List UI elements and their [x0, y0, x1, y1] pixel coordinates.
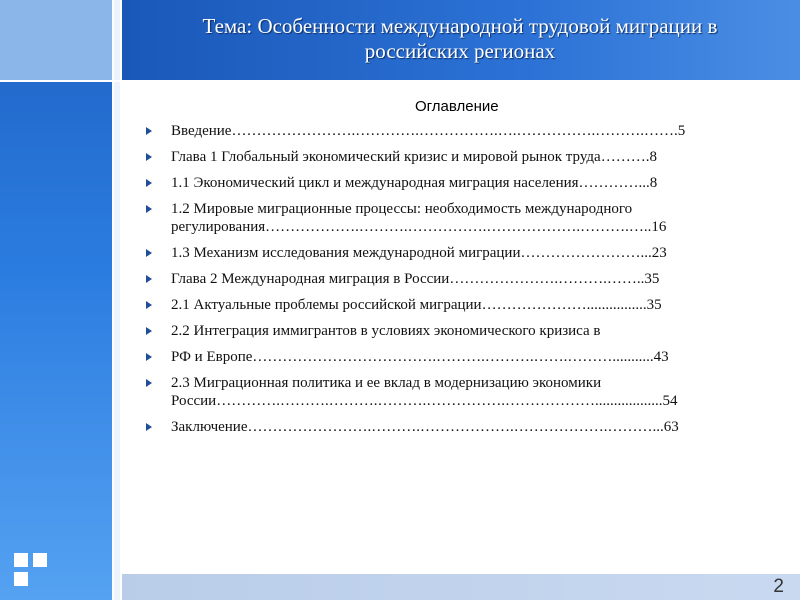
bullet-arrow-icon: [146, 423, 152, 431]
toc-item-text: 1.1 Экономический цикл и международная миграция населения…………...8: [171, 175, 658, 191]
slide-title: Тема: Особенности международной трудовой миграции в российских регионах: [202, 14, 718, 63]
left-decor-band: [0, 0, 112, 600]
toc-item: [144, 148, 784, 166]
toc-item-text: Заключение…………………….……….……………….……………….………...63: [171, 419, 679, 435]
toc-item-text: 2.3 Миграционная политика и ее вклад в модернизацию экономики России………….……….……….……….…………….………………..................54: [171, 375, 678, 409]
toc-item-text: 1.3 Механизм исследования международной миграции……………………...23: [171, 245, 667, 261]
bullet-arrow-icon: [146, 249, 152, 257]
toc-item: [144, 122, 784, 140]
bullet-arrow-icon: [146, 275, 152, 283]
decor-square: [33, 553, 47, 567]
decor-square: [14, 572, 28, 586]
left-decor-strip-inner: [114, 0, 120, 600]
toc-item-text: 2.2 Интеграция иммигрантов в условиях экономического кризиса в: [171, 323, 601, 339]
toc-item-text: РФ и Европе……………………………….……….……….…….………...........43: [171, 349, 669, 365]
bullet-arrow-icon: [146, 205, 152, 213]
bullet-arrow-icon: [146, 153, 152, 161]
toc-heading: Оглавление: [415, 98, 499, 115]
toc-item: [144, 296, 784, 314]
left-decor-light-block: [0, 0, 112, 80]
toc-item-text: 1.2 Мировые миграционные процессы: необходимость международного регулирования……………….……….…………….……………….……….…..16: [171, 201, 667, 235]
toc-item: [144, 374, 784, 410]
toc-item: [144, 244, 784, 262]
toc-item-text: Глава 1 Глобальный экономический кризис и мировой рынок труда……….8: [171, 149, 657, 165]
slide-number: 2: [773, 576, 784, 597]
bullet-arrow-icon: [146, 127, 152, 135]
toc-item-text: Глава 2 Международная миграция в России………………….……….……..35: [171, 271, 660, 287]
decor-square: [14, 553, 28, 567]
toc-item-text: Введение…………………….………….…………….….…………….……….…….5: [171, 123, 686, 139]
toc-item: [144, 200, 784, 236]
toc-item: [144, 418, 784, 436]
slide-footer-bar: [122, 574, 800, 600]
toc-item: [144, 322, 784, 340]
bullet-arrow-icon: [146, 179, 152, 187]
bullet-arrow-icon: [146, 301, 152, 309]
toc-item: [144, 270, 784, 288]
bullet-arrow-icon: [146, 379, 152, 387]
bullet-arrow-icon: [146, 327, 152, 335]
toc-item: [144, 174, 784, 192]
toc-item-text: 2.1 Актуальные проблемы российской миграции…………………................35: [171, 297, 662, 313]
header-divider: [0, 80, 800, 82]
toc-item: [144, 348, 784, 366]
table-of-contents: [144, 122, 784, 444]
bullet-arrow-icon: [146, 353, 152, 361]
